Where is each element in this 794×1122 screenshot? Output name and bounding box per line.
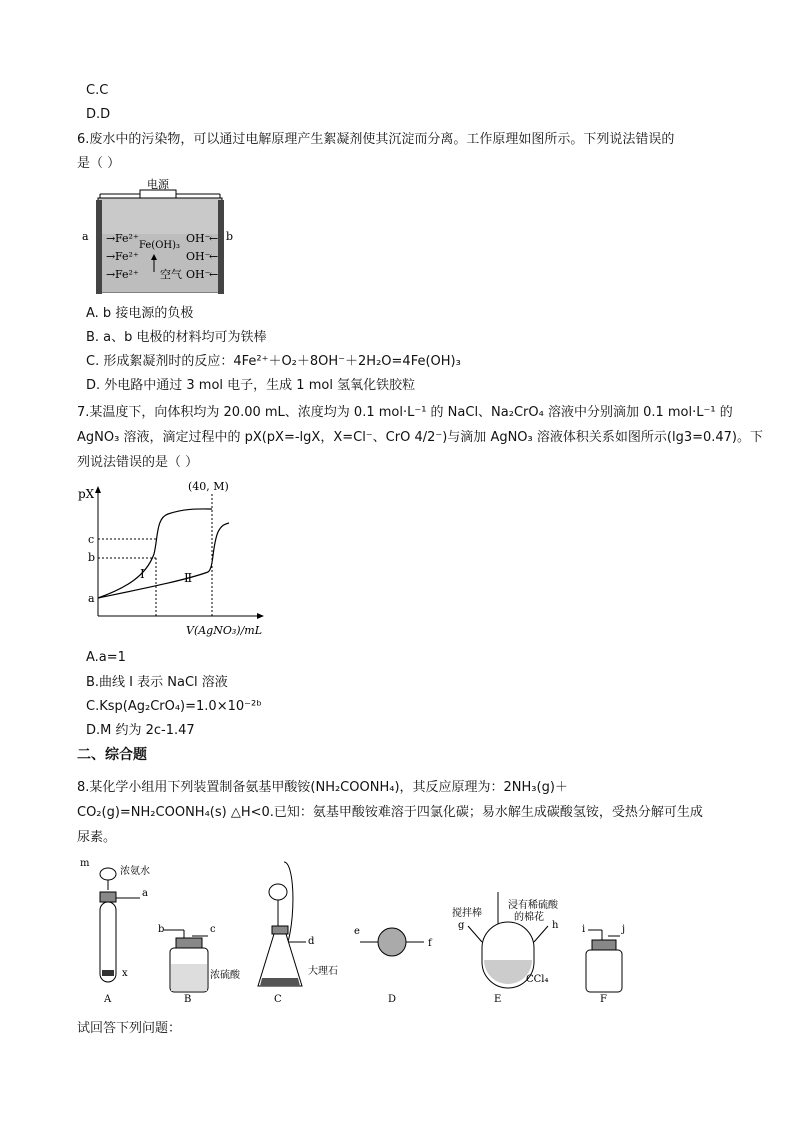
svg-text:←: ← — [209, 232, 219, 245]
curve-ii — [98, 523, 229, 598]
option-d-prev: D.D — [86, 107, 111, 122]
q7-option-d[interactable]: D.M 约为 2c-1.47 — [86, 723, 195, 738]
tick-c: c — [88, 533, 95, 546]
y-axis-label: pX — [78, 487, 95, 501]
feoh3-label: Fe(OH)₃ — [139, 240, 181, 251]
svg-text:g: g — [458, 920, 465, 931]
svg-text:→: → — [106, 250, 116, 263]
q7-option-c[interactable]: C.Ksp(Ag₂CrO₄)=1.0×10⁻²ᵇ — [86, 699, 262, 714]
svg-text:←: ← — [209, 250, 219, 263]
electrode-b — [218, 200, 224, 294]
q7-stem-line2: AgNO₃ 溶液，滴定过程中的 pX(pX=-lgX，X=Cl⁻、CrO 4/2⁻)与滴加 AgNO₃ 溶液体积关系如图所示(lg3=0.47)。下 — [77, 430, 764, 445]
svg-text:Fe²⁺: Fe²⁺ — [115, 232, 139, 245]
titration-chart — [76, 476, 286, 642]
q6-stem-line1: 6.废水中的污染物，可以通过电解原理产生絮凝剂使其沉淀而分离。工作原理如图所示。下列说法错误的 — [77, 132, 675, 147]
apparatus-figure — [78, 852, 664, 1022]
svg-text:e: e — [354, 926, 360, 937]
svg-text:d: d — [308, 936, 315, 947]
svg-text:b: b — [226, 230, 234, 243]
option-c-prev: C.C — [86, 83, 109, 98]
svg-text:i: i — [582, 924, 586, 935]
q7-stem-line3: 列说法错误的是（ ） — [77, 455, 199, 470]
q7-option-a[interactable]: A.a=1 — [86, 650, 126, 665]
svg-text:浓硫酸: 浓硫酸 — [210, 970, 240, 981]
svg-text:m: m — [80, 858, 90, 869]
svg-text:OH⁻: OH⁻ — [186, 250, 211, 263]
svg-text:x: x — [122, 968, 128, 979]
svg-text:Fe²⁺: Fe²⁺ — [115, 250, 139, 263]
q6-option-a[interactable]: A. b 接电源的负极 — [86, 306, 194, 321]
svg-text:a: a — [142, 888, 148, 899]
svg-text:E: E — [494, 994, 502, 1005]
series-label-1: Ⅰ — [140, 567, 145, 581]
electrode-a — [96, 200, 102, 294]
q6-option-c[interactable]: C. 形成絮凝剂时的反应：4Fe²⁺＋O₂＋8OH⁻＋2H₂O=4Fe(OH)₃ — [86, 354, 461, 369]
curve-i — [98, 509, 212, 598]
series-label-2: Ⅱ — [184, 571, 193, 585]
svg-text:OH⁻: OH⁻ — [186, 232, 211, 245]
q8-stem-line2: CO₂(g)=NH₂COONH₄(s) △H<0.已知：氨基甲酸铵难溶于四氯化碳；易水解生成碳酸氢铵，受热分解可生成 — [77, 805, 703, 820]
electrolysis-figure — [78, 176, 238, 302]
q7-option-b[interactable]: B.曲线 I 表示 NaCl 溶液 — [86, 675, 228, 690]
svg-text:大理石: 大理石 — [308, 966, 338, 977]
svg-text:F: F — [600, 994, 607, 1005]
tick-a: a — [88, 592, 95, 605]
q8-stem-line3: 尿素。 — [77, 830, 117, 845]
svg-text:CCl₄: CCl₄ — [526, 974, 549, 985]
svg-text:→: → — [106, 268, 116, 281]
svg-text:c: c — [210, 924, 216, 935]
tick-b: b — [88, 551, 96, 564]
section-title: 二、综合题 — [77, 747, 147, 763]
svg-text:Fe²⁺: Fe²⁺ — [115, 268, 139, 281]
q8-stem-line1: 8.某化学小组用下列装置制备氨基甲酸铵(NH₂COONH₄)，其反应原理为：2NH₃(g)＋ — [77, 780, 568, 795]
svg-text:OH⁻: OH⁻ — [186, 268, 211, 281]
q8-prompt: 试回答下列问题： — [77, 1021, 182, 1036]
svg-text:←: ← — [209, 268, 219, 281]
svg-text:→: → — [106, 232, 116, 245]
svg-text:浓氨水: 浓氨水 — [120, 866, 150, 877]
svg-text:h: h — [552, 920, 559, 931]
q7-stem-line1: 7.某温度下，向体积均为 20.00 mL、浓度均为 0.1 mol·L⁻¹ 的 NaCl、Na₂CrO₄ 溶液中分别滴加 0.1 mol·L⁻¹ 的 — [77, 405, 733, 420]
point-label: (40, M) — [188, 480, 229, 493]
x-axis-label: V(AgNO₃)/mL — [186, 624, 263, 637]
svg-text:b: b — [158, 924, 165, 935]
q6-option-b[interactable]: B. a、b 电极的材料均可为铁棒 — [86, 330, 267, 345]
svg-text:B: B — [184, 994, 192, 1005]
power-label: 电源 — [147, 178, 169, 191]
svg-text:C: C — [274, 994, 282, 1005]
svg-text:搅拌棒: 搅拌棒 — [452, 908, 482, 919]
q6-option-d[interactable]: D. 外电路中通过 3 mol 电子，生成 1 mol 氢氧化铁胶粒 — [86, 378, 416, 393]
svg-text:的棉花: 的棉花 — [514, 912, 544, 923]
air-label: 空气 — [160, 268, 182, 281]
svg-text:浸有稀硫酸: 浸有稀硫酸 — [508, 900, 558, 911]
svg-text:A: A — [104, 994, 112, 1005]
q6-stem-line2: 是（ ） — [77, 156, 121, 171]
svg-text:j: j — [622, 924, 626, 935]
svg-text:D: D — [388, 994, 397, 1005]
svg-text:a: a — [82, 230, 89, 243]
svg-text:f: f — [428, 938, 432, 949]
